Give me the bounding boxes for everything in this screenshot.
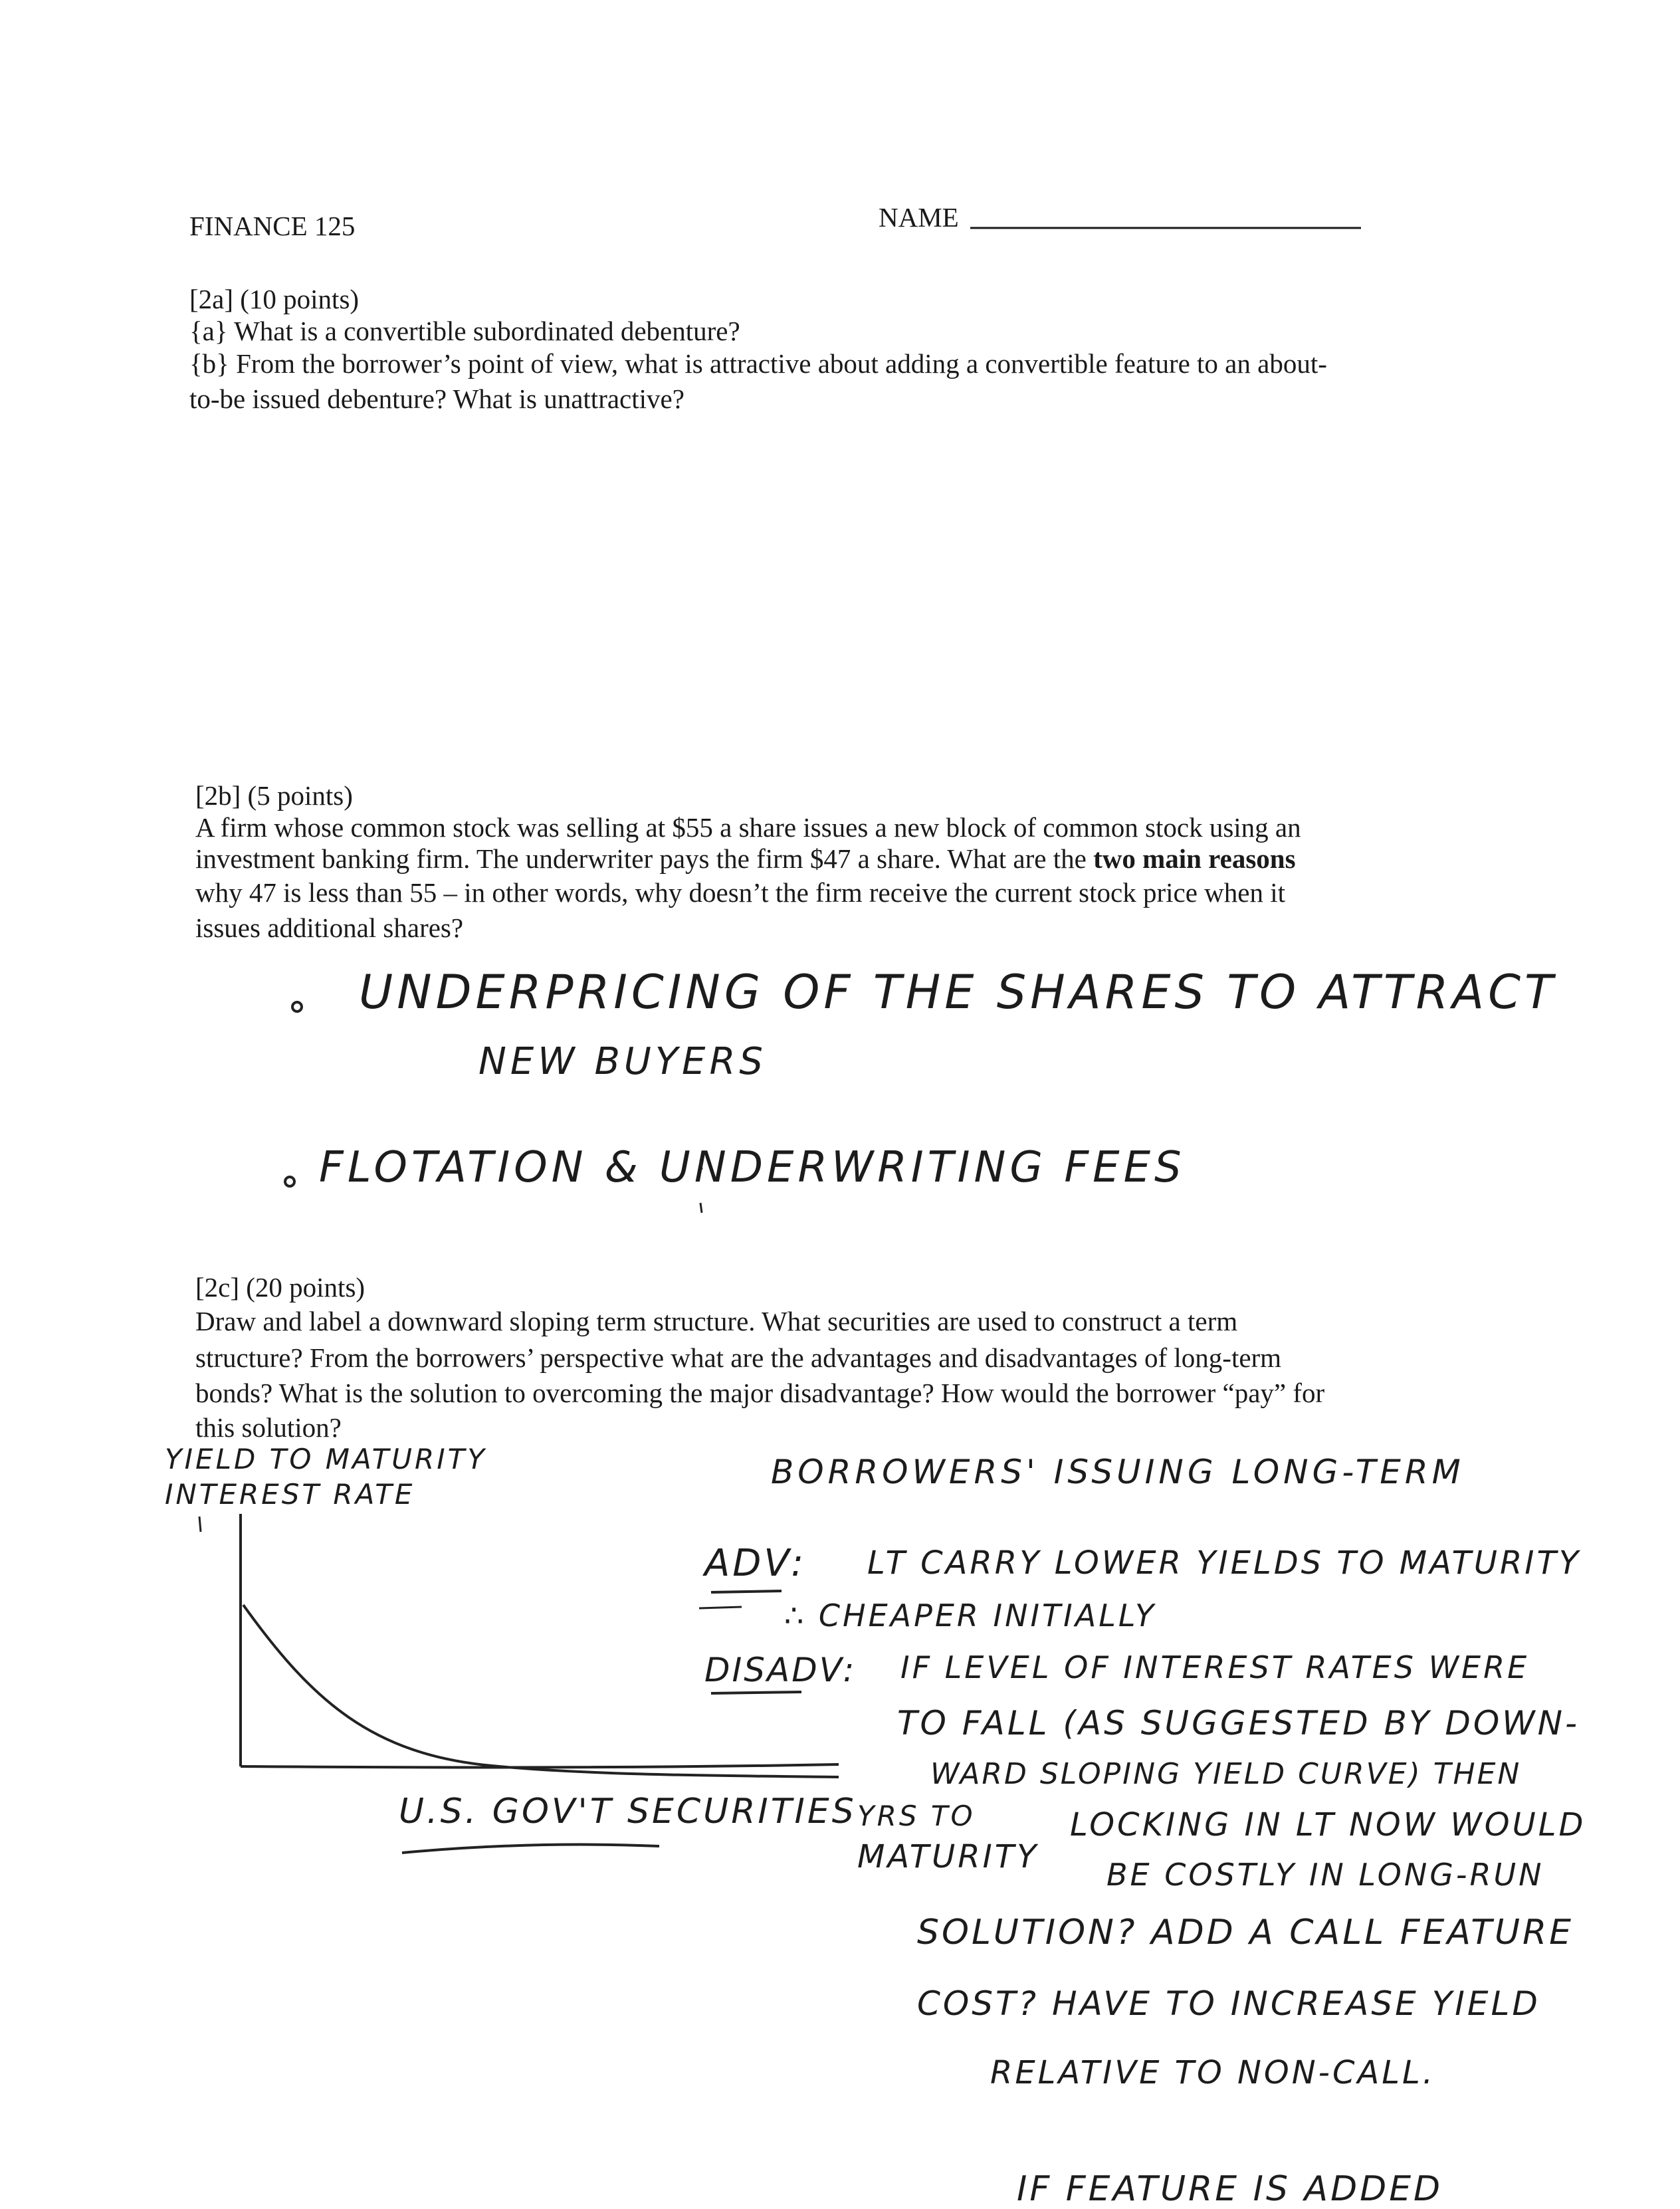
ampersand-tick-top: [700, 1160, 702, 1170]
answer-2c-cost-3: IF FEATURE IS ADDED: [1017, 2169, 1443, 2209]
q2c-heading: [2c] (20 points): [195, 1272, 366, 1303]
bullet-2: [285, 1177, 294, 1186]
bullet-1: [292, 1002, 302, 1011]
answer-2c-disadv-1: IF LEVEL OF INTEREST RATES WERE: [900, 1649, 1530, 1685]
x-axis: [241, 1764, 839, 1767]
answer-2b-item2: FLOTATION & UNDERWRITING FEES: [319, 1143, 1186, 1192]
securities-underline: [402, 1845, 659, 1853]
adv-underline: [711, 1591, 782, 1592]
y-axis-label-2: INTEREST RATE: [165, 1478, 415, 1511]
q2a-line-a: {a} What is a convertible subordinated debenture?: [189, 316, 740, 346]
q2a-line-b2: to-be issued debenture? What is unattractive?: [189, 383, 684, 414]
answer-2c-cost-2: RELATIVE TO NON-CALL.: [990, 2054, 1436, 2091]
answer-2c-disadv-4: LOCKING IN LT NOW WOULD: [1070, 1806, 1586, 1843]
x-axis-label-1: YRS TO: [857, 1800, 976, 1832]
name-label: NAME: [879, 202, 959, 233]
q2c-line1: Draw and label a downward sloping term structure. What securities are used to construct a term: [195, 1306, 1238, 1336]
q2c-line3: bonds? What is the solution to overcoming the major disadvantage? How would the borrower “pay” for: [195, 1378, 1325, 1408]
q2b-two-main-reasons: two main reasons: [1093, 843, 1296, 874]
answer-2c-adv-2: ∴ CHEAPER INITIALLY: [784, 1598, 1157, 1633]
answer-2c-disadv-label: DISADV:: [704, 1651, 857, 1689]
answer-2c-disadv-3: WARD SLOPING YIELD CURVE) THEN: [930, 1757, 1522, 1791]
axis-label-divider: [199, 1517, 201, 1532]
q2b-line2-text: investment banking firm. The underwriter pays the firm $47 a share. What are the: [195, 843, 1094, 874]
y-axis-label-1: YIELD TO MATURITY: [165, 1443, 487, 1475]
answer-2b-item1-line2: NEW BUYERS: [478, 1040, 767, 1083]
answer-2b-item1-line1: UNDERPRICING OF THE SHARES TO ATTRACT: [359, 965, 1557, 1019]
securities-label: U.S. GOV'T SECURITIES: [399, 1792, 857, 1832]
adv-arrow-mark: [699, 1607, 742, 1608]
q2a-line-b1: {b} From the borrower’s point of view, what is attractive about adding a convertible feature to an about-: [189, 348, 1327, 379]
answer-2c-adv-label: ADV:: [704, 1542, 807, 1585]
x-axis-label-2: MATURITY: [857, 1838, 1039, 1875]
answer-2c-title: BORROWERS' ISSUING LONG-TERM: [771, 1453, 1465, 1491]
q2c-line2: structure? From the borrowers’ perspective what are the advantages and disadvantages of long-term: [195, 1342, 1282, 1373]
ampersand-tick-bottom: [700, 1203, 702, 1213]
q2b-line1: A firm whose common stock was selling at $55 a share issues a new block of common stock using an: [195, 812, 1301, 843]
answer-2c-cost-1: COST? HAVE TO INCREASE YIELD: [917, 1984, 1540, 2023]
answer-2c-disadv-5: BE COSTLY IN LONG-RUN: [1106, 1857, 1544, 1893]
q2a-heading: [2a] (10 points): [189, 284, 360, 314]
q2b-heading: [2b] (5 points): [195, 780, 353, 811]
disadv-underline: [711, 1692, 801, 1693]
q2b-line4: issues additional shares?: [195, 912, 464, 943]
q2c-line4: this solution?: [195, 1412, 342, 1443]
answer-2c-solution: SOLUTION? ADD A CALL FEATURE: [917, 1913, 1574, 1952]
answer-2c-disadv-2: TO FALL (AS SUGGESTED BY DOWN-: [897, 1704, 1580, 1742]
course-title: FINANCE 125: [189, 211, 356, 241]
yield-curve: [243, 1605, 839, 1777]
q2b-line3: why 47 is less than 55 – in other words, why doesn’t the firm receive the current stock price when it: [195, 877, 1285, 908]
answer-2c-adv-1: LT CARRY LOWER YIELDS TO MATURITY: [867, 1544, 1582, 1582]
